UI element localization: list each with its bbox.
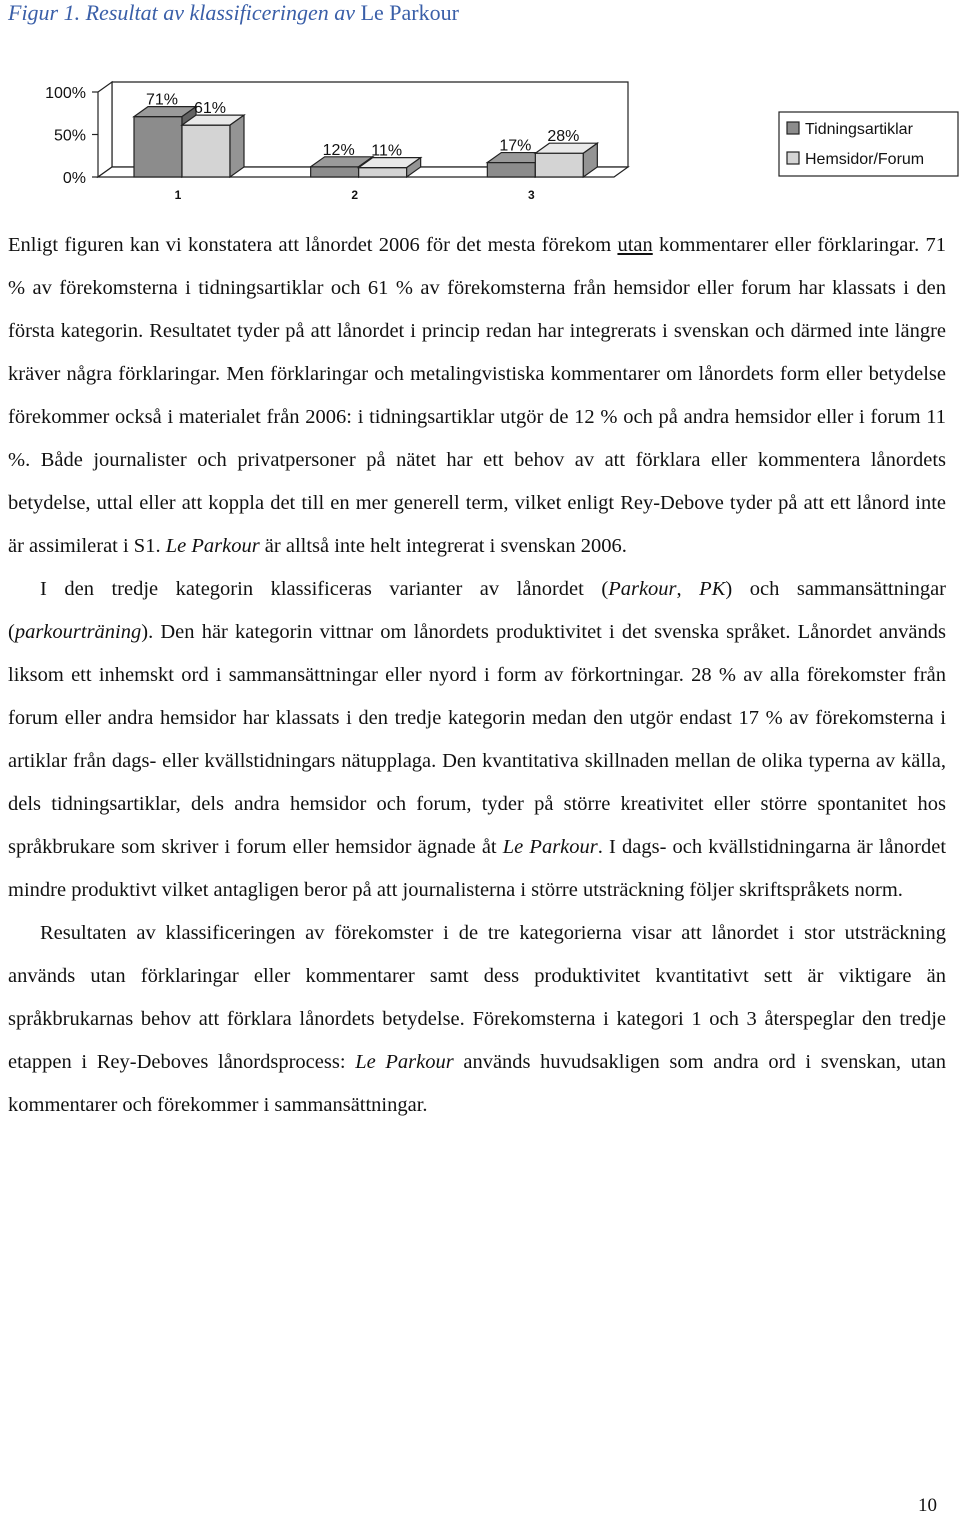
bar-chart bbox=[0, 60, 960, 220]
page-number: 10 bbox=[918, 1495, 937, 1516]
body-text bbox=[8, 224, 946, 1127]
data-label: 12% bbox=[322, 141, 355, 159]
data-label: 17% bbox=[499, 137, 532, 155]
figure-caption bbox=[8, 0, 459, 26]
paragraph-3: Resultaten av klassificeringen av förekomster i de tre kategorierna visar att lånordet i stor utsträckning används utan förklaringar eller kommentarer samt dess produktivitet kvantitativt sett är viktigare än språkbrukarnas behov att förklara lånordets betydelse. Förekomsterna i kategori 1 och 3 återspeglar den tredje etappen i Rey-Deboves lånordsprocess: Le Parkour används huvudsakligen som andra ord i svenskan, utan kommentarer och förekommer i sammansättningar. bbox=[8, 922, 947, 1116]
bar-tidningsartiklar-3 bbox=[487, 163, 535, 177]
y-tick-label: 100% bbox=[45, 85, 86, 102]
data-label: 61% bbox=[193, 100, 227, 118]
caption-term: Le Parkour bbox=[360, 0, 459, 25]
paragraph-1: Enligt figuren kan vi konstatera att lånordet 2006 för det mesta förekom utan kommentarer eller förklaringar. 71 % av förekomsterna i tidningsartiklar och 61 % av förekomsterna från hemsidor eller forum har klassats i den första kategorin. Resultatet tyder på att lånordet i princip redan har integrerats i svenskan och därmed inte längre kräver några förklaringar. Men förklaringar och metalingvistiska kommentarer om lånordets form eller betydelse förekommer också i materialet från 2006: i tidningsartiklar utgör de 12 % och på andra hemsidor eller i forum 11 %. Både journalister och privatpersoner på nätet har ett behov av att förklara eller kommentera lånordets betydelse, uttal eller att koppla det till en mer generell term, vilket enligt Rey-Debove tyder på att ett lånord inte är assimilerat i S1. Le Parkour är alltså inte helt integrerat i svenskan 2006. bbox=[8, 234, 947, 557]
x-tick-label: 3 bbox=[527, 188, 535, 202]
y-tick-label: 50% bbox=[53, 127, 86, 145]
data-label: 11% bbox=[371, 142, 403, 160]
bar-tidningsartiklar-1 bbox=[134, 117, 182, 177]
bar-hemsidor-forum-1 bbox=[182, 125, 230, 177]
y-tick-label: 0% bbox=[62, 170, 86, 187]
bar-tidningsartiklar-2 bbox=[311, 167, 359, 177]
paragraph-2: I den tredje kategorin klassificeras varianter av lånordet (Parkour, PK) och sammansättningar (parkourträning). Den här kategorin vittnar om lånordets produktivitet i det svenska språket. Lånordet används liksom ett inhemskt ord i sammansättningar eller nyord i form av förkortningar. 28 % av alla förekomster från forum eller andra hemsidor har klassats i den tredje kategorin medan den utgör endast 17 % av förekomsterna i artiklar från dags- eller kvällstidningars nätupplaga. Den kvantitativa skillnaden mellan de olika typerna av källa, dels tidningsartiklar, dels andra hemsidor och forum, tyder på större kreativitet eller större spontanitet hos språkbrukare som skriver i forum eller hemsidor ägnade åt Le Parkour. I dags- och kvällstidningarna är lånordet mindre produktivt vilket antagligen beror på att journalisterna i större utsträckning följer skriftspråkets norm. bbox=[8, 578, 947, 901]
data-label: 28% bbox=[547, 128, 580, 146]
plot-side-wall bbox=[98, 82, 112, 177]
legend-swatch bbox=[787, 122, 799, 134]
bar-hemsidor-forum-3 bbox=[535, 153, 583, 177]
bar-side-face bbox=[230, 115, 244, 177]
legend-label: Hemsidor/Forum bbox=[805, 151, 925, 168]
legend-label: Tidningsartiklar bbox=[805, 121, 913, 138]
caption-prefix: Figur 1. Resultat av klassificeringen av bbox=[8, 0, 361, 25]
bar-hemsidor-forum-2 bbox=[359, 168, 407, 177]
x-tick-label: 1 bbox=[174, 188, 182, 202]
x-tick-label: 2 bbox=[351, 188, 359, 202]
legend-swatch bbox=[787, 152, 799, 164]
data-label: 71% bbox=[145, 91, 179, 109]
